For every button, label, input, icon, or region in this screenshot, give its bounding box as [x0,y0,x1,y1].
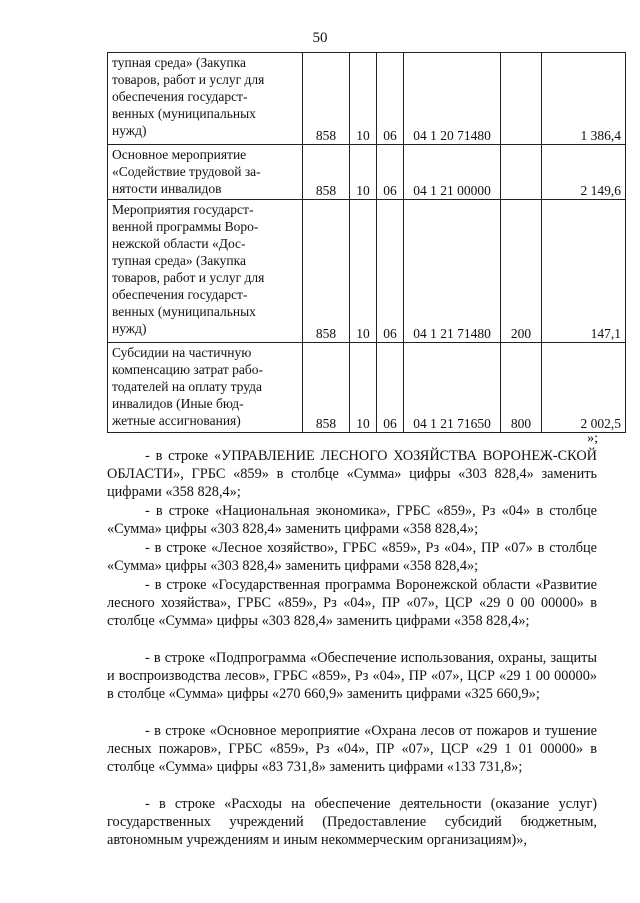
csr-cell: 04 1 21 71650 [404,343,501,433]
paragraph: - в строке «Основное мероприятие «Охрана лесов от пожаров и тушение лесных пожаров», ГРБС «859», Рз «04», ПР «07», ЦСР «29 1 01 00000» в столбце «Сумма» цифры «83 731,8» заменить цифрами «133 731,8»; [107,723,597,775]
rz-cell: 10 [350,145,377,200]
table-row [108,145,626,200]
budget-table [107,52,626,433]
paragraph: - в строке «Расходы на обеспечение деятельности (оказание услуг) государственных учреждений (Предоставление субсидий бюджетным, автономным учреждениям и иным некоммерческим организациям)», [107,796,597,848]
pr-cell: 06 [377,145,404,200]
grbs-cell: 858 [303,53,350,145]
row-name-cell: Субсидии на частичную компенсацию затрат рабо- тодателей на оплату труда инвалидов (Иные бюд- жетные ассигнования) [108,343,303,433]
paragraph: - в строке «Подпрограмма «Обеспечение использования, охраны, защиты и воспроизводства лесов», ГРБС «859», Рз «04», ПР «07», ЦСР «29 1 00 00000» в столбце «Сумма» цифры «270 660,9» заменить цифрами «325 660,9»; [107,650,597,702]
grbs-cell: 858 [303,200,350,343]
sum-cell: 2 002,5 [542,343,626,433]
sum-cell: 1 386,4 [542,53,626,145]
vr-cell [501,53,542,145]
table-row [108,343,626,433]
row-name-cell: Мероприятия государст- венной программы Воро- нежской области «Дос- тупная среда» (Закупка товаров, работ и услуг для обеспечения государст- венных (муниципальных нужд) [108,200,303,343]
csr-cell: 04 1 21 71480 [404,200,501,343]
grbs-cell: 858 [303,343,350,433]
pr-cell: 06 [377,53,404,145]
pr-cell: 06 [377,200,404,343]
grbs-cell: 858 [303,145,350,200]
csr-cell: 04 1 21 00000 [404,145,501,200]
page-number: 50 [312,30,328,46]
vr-cell: 200 [501,200,542,343]
paragraph: - в строке «УПРАВЛЕНИЕ ЛЕСНОГО ХОЗЯЙСТВА ВОРОНЕЖ-СКОЙ ОБЛАСТИ», ГРБС «859» в столбце «Сумма» цифры «303 828,4» заменить цифрами «358 828,4»; [107,448,597,500]
pr-cell: 06 [377,343,404,433]
paragraph: - в строке «Государственная программа Воронежской области «Развитие лесного хозяйства», ГРБС «859», Рз «04», ПР «07», ЦСР «29 0 00 00000» в столбце «Сумма» цифры «303 828,4» заменить цифрами «358 828,4»; [107,577,597,629]
table-row [108,200,626,343]
paragraph: - в строке «Национальная экономика», ГРБС «859», Рз «04» в столбце «Сумма» цифры «303 828,4» заменить цифрами «358 828,4»; [107,503,597,537]
vr-cell [501,145,542,200]
rz-cell: 10 [350,343,377,433]
table-row [108,53,626,145]
sum-cell: 2 149,6 [542,145,626,200]
rz-cell: 10 [350,53,377,145]
row-name-cell: тупная среда» (Закупка товаров, работ и услуг для обеспечения государст- венных (муниципальных нужд) [108,53,303,145]
row-name-cell: Основное мероприятие «Содействие трудовой за- нятости инвалидов [108,145,303,200]
rz-cell: 10 [350,200,377,343]
vr-cell: 800 [501,343,542,433]
paragraph: - в строке «Лесное хозяйство», ГРБС «859», Рз «04», ПР «07» в столбце «Сумма» цифры «303 828,4» заменить цифрами «358 828,4»; [107,540,597,574]
sum-cell: 147,1 [542,200,626,343]
csr-cell: 04 1 20 71480 [404,53,501,145]
closing-quote-mark: »; [587,431,598,446]
